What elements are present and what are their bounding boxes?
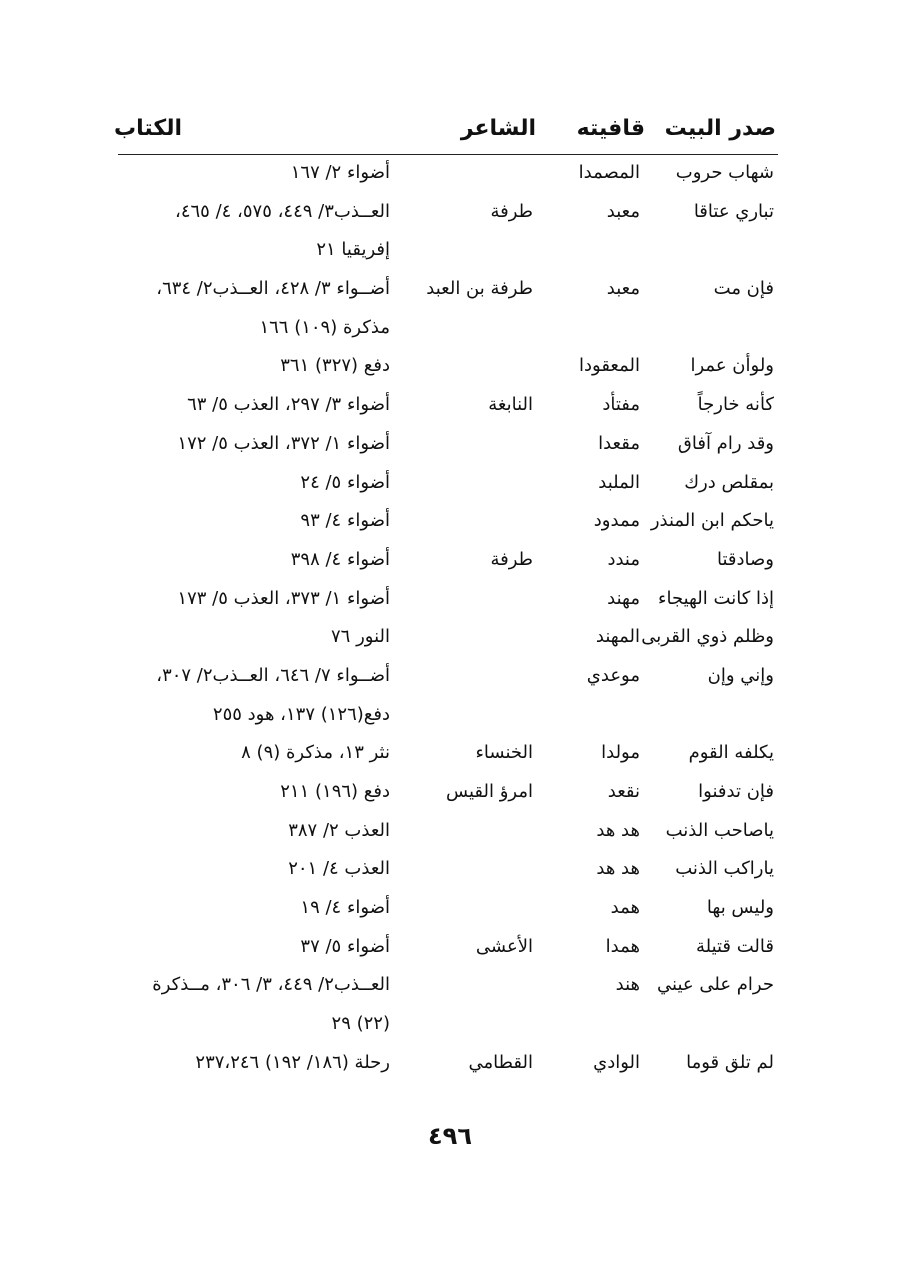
table-row <box>118 813 778 852</box>
verse-cell: فإن تدفنوا <box>698 781 774 802</box>
verse-cell: وإني وإن <box>707 664 774 686</box>
table-row <box>118 735 778 774</box>
source-cell: أضواء ٤/ ٩٣ <box>300 510 390 532</box>
rhyme-cell: مهند <box>607 587 640 609</box>
source-cell: دفع (٣٢٧) ٣٦١ <box>280 355 390 377</box>
source-cell: العــذب٣/ ٤٤٩، ٥٧٥، ٤/ ٤٦٥، <box>175 200 390 222</box>
table-row <box>118 232 778 271</box>
rhyme-cell: مقعدا <box>598 432 640 454</box>
table-row <box>118 658 778 697</box>
source-cell: أضواء ٥/ ٢٤ <box>300 471 390 493</box>
verse-cell: يكلفه القوم <box>688 742 774 764</box>
rhyme-cell: همدا <box>605 935 640 957</box>
source-cell: النور ٧٦ <box>331 626 390 648</box>
verse-cell: قالت قتيلة <box>695 935 774 957</box>
source-cell: إفريقيا ٢١ <box>316 239 390 261</box>
source-cell: دفع(١٢٦) ١٣٧، هود ٢٥٥ <box>212 703 390 725</box>
verse-cell: ولوأن عمرا <box>690 355 774 377</box>
verse-cell: إذا كانت الهيجاء <box>658 587 774 609</box>
source-cell: مذكرة (١٠٩) ١٦٦ <box>259 316 390 338</box>
header-poet: الشاعر <box>460 116 536 141</box>
table-row <box>118 503 778 542</box>
source-cell: أضواء ١/ ٣٧٣، العذب ٥/ ١٧٣ <box>177 587 390 609</box>
table-row <box>118 348 778 387</box>
verse-cell: لم تلق قوما <box>686 1051 774 1073</box>
table-row <box>118 967 778 1006</box>
table-row <box>118 890 778 929</box>
poet-cell: النابغة <box>488 394 533 416</box>
table-row <box>118 697 778 736</box>
verse-cell: ياحكم ابن المنذر <box>650 510 774 532</box>
poet-cell: طرفة <box>490 548 533 570</box>
poet-cell: طرفة <box>490 200 533 222</box>
table-header <box>114 112 778 155</box>
rhyme-cell: هد هد <box>596 819 640 841</box>
verse-cell: وقد رام آفاق <box>677 432 774 454</box>
rhyme-cell: هند <box>615 974 640 996</box>
rhyme-cell: نقعد <box>607 781 640 802</box>
table-body <box>118 155 778 1084</box>
table-row <box>118 155 778 194</box>
table-row <box>118 581 778 620</box>
table-row <box>118 426 778 465</box>
rhyme-cell: الوادي <box>593 1051 640 1073</box>
rhyme-cell: المهند <box>595 626 640 648</box>
source-cell: العــذب٢/ ٤٤٩، ٣/ ٣٠٦، مــذكرة <box>152 974 390 996</box>
verse-cell: ياراكب الذنب <box>675 858 774 880</box>
verse-cell: تباري عتاقا <box>693 200 774 222</box>
source-cell: العذب ٤/ ٢٠١ <box>288 858 390 880</box>
table-row <box>118 542 778 581</box>
header-verse: صدر البيت <box>664 116 776 141</box>
rhyme-cell: مولدا <box>601 742 640 764</box>
poet-cell: القطامي <box>468 1051 533 1073</box>
source-cell: أضــواء ٧/ ٦٤٦، العــذب٢/ ٣٠٧، <box>156 664 390 686</box>
source-cell: نثر ١٣، مذكرة (٩) ٨ <box>241 742 390 764</box>
source-cell: أضواء ٢/ ١٦٧ <box>290 162 390 183</box>
verse-cell: ياصاحب الذنب <box>665 819 774 841</box>
source-cell: أضواء ٤/ ١٩ <box>300 897 390 919</box>
table-row <box>118 271 778 310</box>
table-row <box>118 1045 778 1084</box>
rhyme-cell: معبد <box>606 278 640 300</box>
table-row <box>118 1006 778 1045</box>
source-cell: دفع (١٩٦) ٢١١ <box>280 781 390 802</box>
rhyme-cell: ممدود <box>593 510 640 532</box>
rhyme-cell: موعدي <box>586 664 640 686</box>
verse-cell: وليس بها <box>706 897 774 919</box>
verse-cell: وظلم ذوي القربى <box>641 626 774 648</box>
rhyme-cell: هد هد <box>596 858 640 880</box>
rhyme-cell: مفتأد <box>602 394 640 416</box>
source-cell: العذب ٢/ ٣٨٧ <box>288 819 390 841</box>
table-row <box>118 194 778 233</box>
rhyme-cell: مندد <box>607 548 640 570</box>
rhyme-cell: همد <box>610 897 640 919</box>
source-cell: رحلة (١٨٦/ ١٩٢) ٢٣٧،٢٤٦ <box>195 1051 390 1073</box>
verse-cell: شهاب حروب <box>675 162 774 183</box>
source-cell: أضواء ٥/ ٣٧ <box>300 935 390 957</box>
table-row <box>118 774 778 813</box>
rhyme-cell: المصمدا <box>578 162 640 183</box>
page-number: ٤٩٦ <box>428 1122 472 1150</box>
source-cell: أضواء ١/ ٣٧٢، العذب ٥/ ١٧٢ <box>177 432 390 454</box>
verse-cell: فإن مت <box>713 278 774 300</box>
poet-cell: طرفة بن العبد <box>426 278 533 300</box>
verse-cell: كأنه خارجاً <box>697 394 774 416</box>
source-cell: (٢٢) ٢٩ <box>331 1013 390 1035</box>
table-row <box>118 465 778 504</box>
header-rhyme: قافيته <box>576 116 645 141</box>
source-cell: أضواء ٤/ ٣٩٨ <box>290 548 390 570</box>
table-row <box>118 929 778 968</box>
poet-cell: الخنساء <box>475 742 533 764</box>
table-row <box>118 387 778 426</box>
rhyme-cell: المعقودا <box>579 355 640 377</box>
table-row <box>118 310 778 349</box>
table-row <box>118 619 778 658</box>
rhyme-cell: معبد <box>606 200 640 222</box>
source-cell: أضــواء ٣/ ٤٢٨، العــذب٢/ ٦٣٤، <box>156 278 390 300</box>
poet-cell: الأعشى <box>475 935 533 957</box>
poet-cell: امرؤ القيس <box>446 781 533 802</box>
verse-cell: حرام على عيني <box>657 974 774 996</box>
verse-cell: وصادقتا <box>717 548 774 570</box>
source-cell: أضواء ٣/ ٢٩٧، العذب ٥/ ٦٣ <box>187 394 390 416</box>
table-row <box>118 851 778 890</box>
verse-cell: بمقلص درك <box>684 471 774 493</box>
rhyme-cell: الملبد <box>598 471 640 493</box>
index-table <box>114 112 778 1084</box>
header-book: الكتاب <box>114 116 182 141</box>
